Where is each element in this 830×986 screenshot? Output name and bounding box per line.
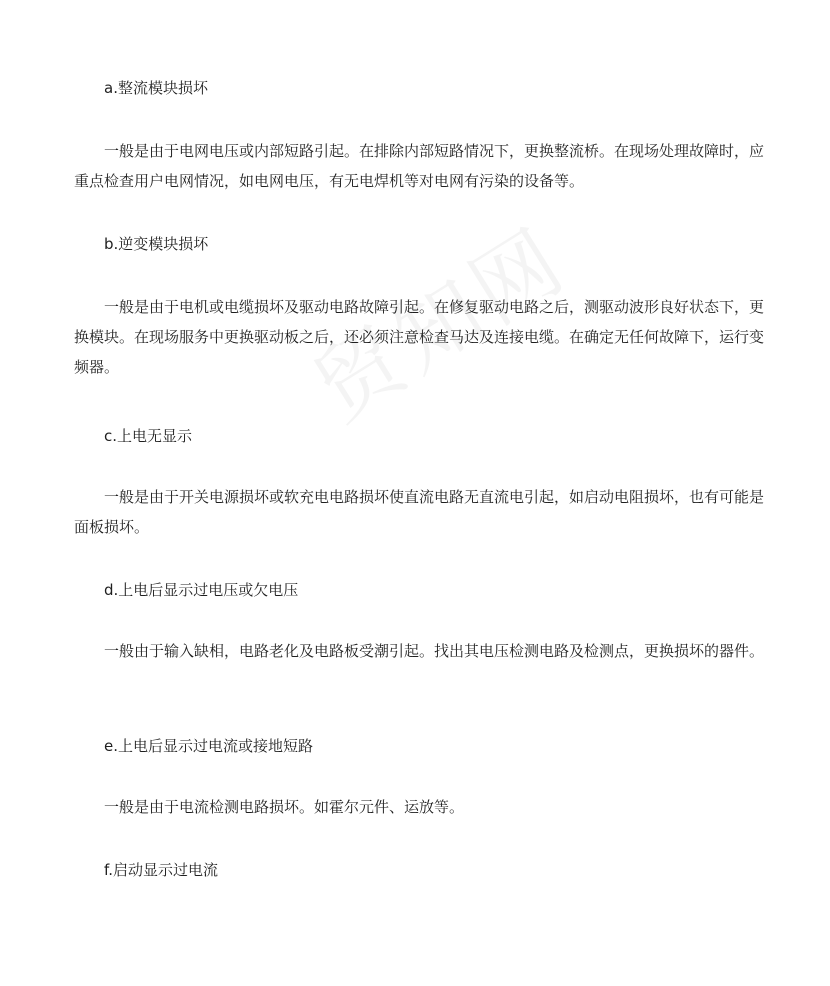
section-heading-d: d.上电后显示过电压或欠电压 [104, 581, 299, 599]
section-body-b: 一般是由于电机或电缆损坏及驱动电路故障引起。在修复驱动电路之后，测驱动波形良好状态下，更换模块。在现场服务中更换驱动板之后，还必须注意检查马达及连接电缆。在确定无任何故障下，运行变频器。 [74, 298, 765, 376]
section-heading-e: e.上电后显示过电流或接地短路 [104, 737, 313, 755]
section-body-e: 一般是由于电流检测电路损坏。如霍尔元件、运放等。 [104, 798, 465, 816]
section-heading-c: c.上电无显示 [104, 427, 193, 445]
section-heading-b: b.逆变模块损坏 [104, 235, 209, 253]
section-body-a: 一般是由于电网电压或内部短路引起。在排除内部短路情况下，更换整流桥。在现场处理故障时，应重点检查用户电网情况，如电网电压，有无电焊机等对电网有污染的设备等。 [74, 142, 765, 190]
section-body-c: 一般是由于开关电源损坏或软充电电路损坏使直流电路无直流电引起，如启动电阻损坏，也有可能是面板损坏。 [74, 488, 765, 536]
section-body-d: 一般由于输入缺相，电路老化及电路板受潮引起。找出其电压检测电路及检测点，更换损坏的器件。 [104, 642, 765, 660]
section-heading-a: a.整流模块损坏 [104, 79, 208, 97]
section-heading-f: f.启动显示过电流 [104, 861, 218, 879]
